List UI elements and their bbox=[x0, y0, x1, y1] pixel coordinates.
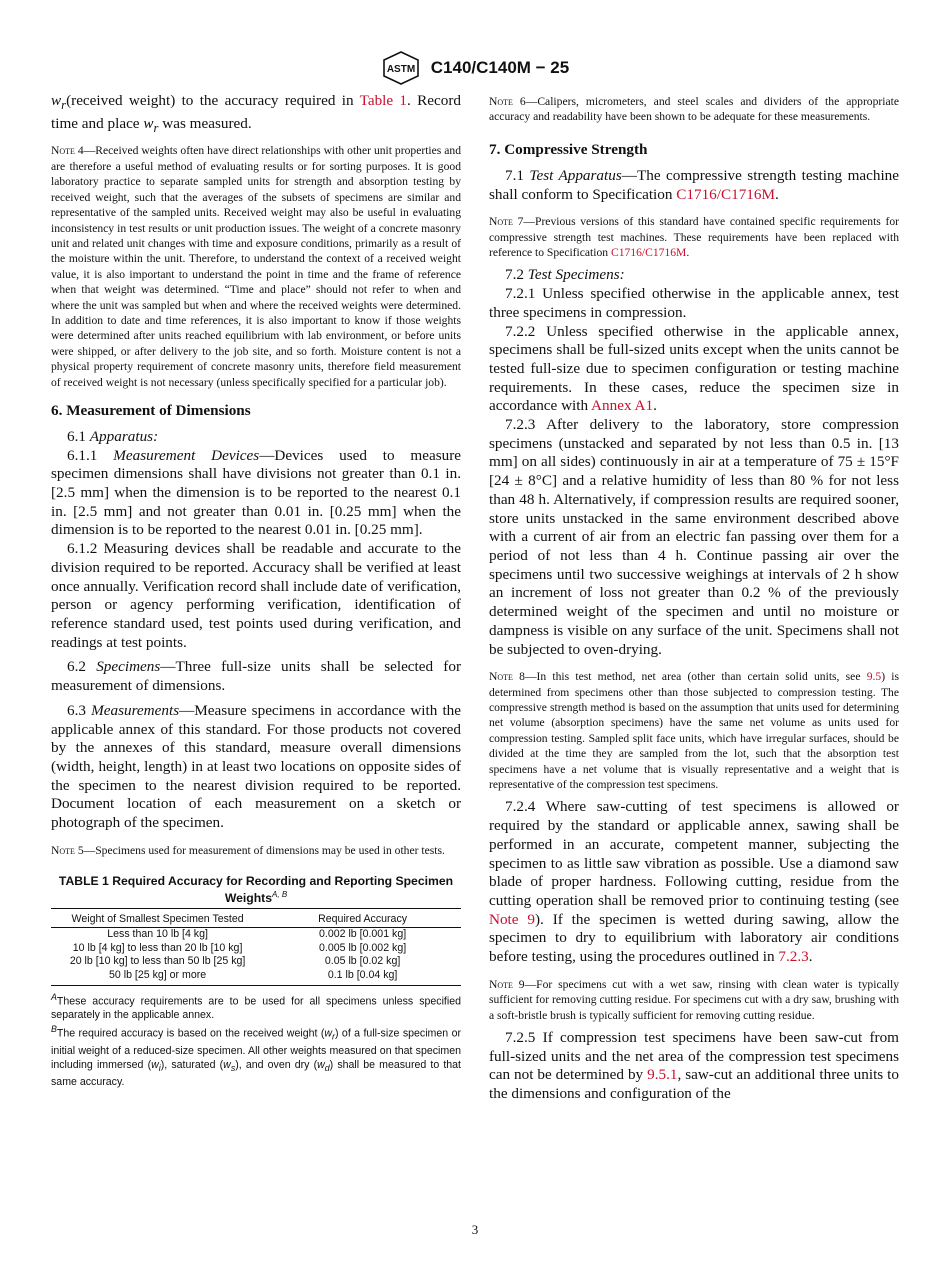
svg-text:ASTM: ASTM bbox=[386, 64, 415, 75]
note-9: Note 9—For specimens cut with a wet saw, rinsing with clean water is typically sufficient for removing cutting residue. For specimens cut with a dry saw, brushing with a soft-bristle brush is typically sufficient for removing cutting residue. bbox=[489, 977, 899, 1022]
page-number: 3 bbox=[471, 1222, 479, 1237]
paragraph-6-1-1: 6.1.1 Measurement Devices—Devices used to measure specimen dimensions shall have divisions not greater than 0.1 in. [2.5 mm] when the dimension is to be reported to the nearest 0.1 in. [2.5 mm] and not greater than 0.01 in. [0.25 mm] when the dimension is to be reported to the nearest 0.01 in. [0.25 mm]. bbox=[51, 446, 461, 539]
paragraph-7-2: 7.2 Test Specimens: bbox=[505, 266, 625, 284]
paragraph-6-2: 6.2 Specimens—Three full-size units shall be selected for measurement of dimensions. bbox=[51, 658, 462, 695]
link-9-5-1[interactable]: 9.5.1 bbox=[647, 1066, 678, 1084]
paragraph-7-2-2: 7.2.2 Unless specified otherwise in the applicable annex, specimens shall be full-sized units except when the units cannot be tested full-size due to specimen configuration or testing machine requirements. In these cases, reduce the specimen size in accordance with Annex A1. bbox=[489, 322, 899, 415]
link-table-1[interactable]: Table 1 bbox=[359, 92, 408, 109]
note-6: Note 6—Calipers, micrometers, and steel scales and dividers of the appropriate accuracy and readability have been shown to be adequate for these measurements. bbox=[489, 95, 899, 124]
paragraph-7-2-4: 7.2.4 Where saw-cutting of test specimens is allowed or required by the standard or applicable annex, sawing shall be performed in an accurate, competent manner, subjecting the specimen to as little saw vibration as possible. Use a diamond saw blade of proper hardness. Following cutting, residue from the cutting operation shall be removed prior to continuing testing (see Note 9). If the specimen is wetted during sawing, allow the specimen to dry to equilibrium with laboratory air conditions before testing, using the procedures outlined in 7.2.3. bbox=[489, 798, 899, 966]
link-9-5[interactable]: 9.5 bbox=[866, 670, 882, 684]
paragraph-7-1: 7.1 Test Apparatus—The compressive strength testing machine shall conform to Specification C1716/C1716M. bbox=[489, 166, 900, 203]
section-heading-6: 6. Measurement of Dimensions bbox=[51, 401, 251, 419]
note-5: Note 5—Specimens used for measurement of dimensions may be used in other tests. bbox=[51, 843, 445, 857]
table-1 bbox=[51, 874, 461, 1089]
link-annex-a1[interactable]: Annex A1 bbox=[591, 397, 654, 415]
table-footnote-a: $^A$These accuracy requirements are to be used for all specimens unless specified separately in the applicable annex. bbox=[51, 991, 461, 1022]
left-column bbox=[51, 92, 461, 1089]
table-row: 20 lb [10 kg] to less than 50 lb [25 kg] 0.05 lb [0.02 kg] bbox=[69, 955, 401, 968]
table-1-grid bbox=[51, 908, 461, 985]
astm-logo bbox=[381, 51, 421, 85]
paragraph-received-weight: $w_r(received$ weight) to the accuracy required in Table 1. Record time and place $w_r$ was measured. bbox=[51, 92, 461, 135]
paragraph-7-2-1: 7.2.1 Unless specified otherwise in the applicable annex, test three specimens in compression. bbox=[489, 285, 899, 321]
link-c1716-note[interactable]: C1716/C1716M bbox=[611, 246, 687, 260]
note-4: Note 4—Received weights often have direct relationships with other unit properties and are therefore a useful method of evaluating results or for sorting purposes. It is good laboratory practice to separate sampled units for strength and absorption testing by received weight, such that the averages of the subsets of specimens are similar and representative of the sampled units. Received weight may also be useful in evaluating inconsistency in test results or unit production issues. The weight of a concrete masonry unit and related unit changes with time and exposure conditions, primarily as a result of the moisture within the unit. Therefore, to understand the context of a received weight value, it is also important to understand the point in time and the frame of reference when that weight was determined. “Time and place” should not refer to when and where the unit was sampled but when and where the received weights were determined. In addition to date and time references, it is also important to know if those weights were determined after units reached equilibrium with lab environment, or before units were shipped, or after delivery to the job site, and so forth. Moisture content is not a physical property requirement of concrete masonry units, therefore field measurement of received weight is not necessary (unless specifically specified for a particular job). bbox=[51, 144, 461, 389]
table-row: 10 lb [4 kg] to less than 20 lb [10 kg] 0.005 lb [0.002 kg] bbox=[72, 941, 407, 954]
link-note-9[interactable]: Note 9 bbox=[489, 910, 535, 928]
page-header bbox=[0, 50, 950, 86]
astm-logo-icon bbox=[381, 51, 421, 85]
link-7-2-3[interactable]: 7.2.3 bbox=[778, 948, 809, 966]
paragraph-6-3: 6.3 Measurements—Measure specimens in accordance with the applicable annex of this standard. For those products not covered by the annexes of this standard, measure overall dimensions (width, height, length) in at least two locations on opposite sides of the specimen to the nearest division required to be reported. Document location of each measurement on a sketch or photograph of the specimen. bbox=[51, 701, 461, 832]
table-footnote-b: $^B$The required accuracy is based on the received weight $(w_r)$ of a full-size specimen or initial weight of a reduced-size specimen. All other weights measured on that specimen including immersed $(w_i)$, saturated $(w_s)$, and oven dry $(w_d)$ shall be measured to that same accuracy. bbox=[51, 1024, 462, 1088]
standard-designation: C140/C140M − 25 bbox=[430, 58, 570, 77]
section-heading-7: 7. Compressive Strength bbox=[489, 140, 648, 158]
note-8: Note 8—In this test method, net area (other than certain solid units, see 9.5) is determined from specimens other than those subjected to compression testing. The compressive strength method is based on the assumption that units used for determining net volume (absorption specimens) have the same net volume as units used for compression testing. Sampled split face units, which have irregular surfaces, should be divided at the time they are sampled from the lot, such that the absorption test specimens have a net volume that is visually representative and a weight that is representative of the compression test specimens. bbox=[489, 670, 899, 792]
paragraph-6-1: 6.1 Apparatus: bbox=[67, 427, 159, 445]
table-row: Less than 10 lb [4 kg] 0.002 lb [0.001 kg] bbox=[107, 928, 407, 941]
note-7: Note 7—Previous versions of this standard have contained specific requirements for compressive strength test machines. These requirements have been replaced with reference to Specification C1716/C1716M. bbox=[489, 215, 899, 260]
paragraph-6-1-2: 6.1.2 Measuring devices shall be readable and accurate to the division required to be reported. Accuracy shall be verified at least once annually. Verification record shall include date of verification, person or agency performing verification, identification of reference standard used, test points used during verification, and readings at test points. bbox=[51, 540, 461, 651]
paragraph-7-2-3: 7.2.3 After delivery to the laboratory, store compression specimens (unstacked and separated by not less than 0.5 in. [13 mm] on all sides) continuously in air at a temperature of 75 ± 15°F [24 ± 8°C] and a relative humidity of less than 80 % for not less than 48 h. Alternatively, if compression results are required sooner, store units unstacked in the same environment described above with a current of air from an electric fan passing over them for a period of not less than 4 h. Continue passing air over the specimens until two successive weighings at intervals of 2 h show an increment of loss not greater than 0.2 % of the previously determined weight of the specimen and until no moisture or dampness is visible on any surface of the unit. Specimens shall not be subjected to oven-drying. bbox=[489, 416, 899, 658]
table-1-title: TABLE 1 Required Accuracy for Recording and Reporting Specimen Weights$^{A, B}$ bbox=[58, 874, 454, 906]
link-c1716[interactable]: C1716/C1716M bbox=[676, 185, 775, 203]
table-header-weight: Weight of Smallest Specimen Tested bbox=[51, 909, 264, 928]
table-header-accuracy: Required Accuracy bbox=[264, 909, 461, 928]
right-column bbox=[489, 92, 899, 1104]
paragraph-7-2-5: 7.2.5 If compression test specimens have been saw-cut from full-sized units and the net area of the compression test specimens can not be determined by 9.5.1, saw-cut an additional three units to the dimensions and configuration of the bbox=[489, 1029, 899, 1103]
table-row: 50 lb [25 kg] or more 0.1 lb [0.04 kg] bbox=[51, 969, 461, 985]
